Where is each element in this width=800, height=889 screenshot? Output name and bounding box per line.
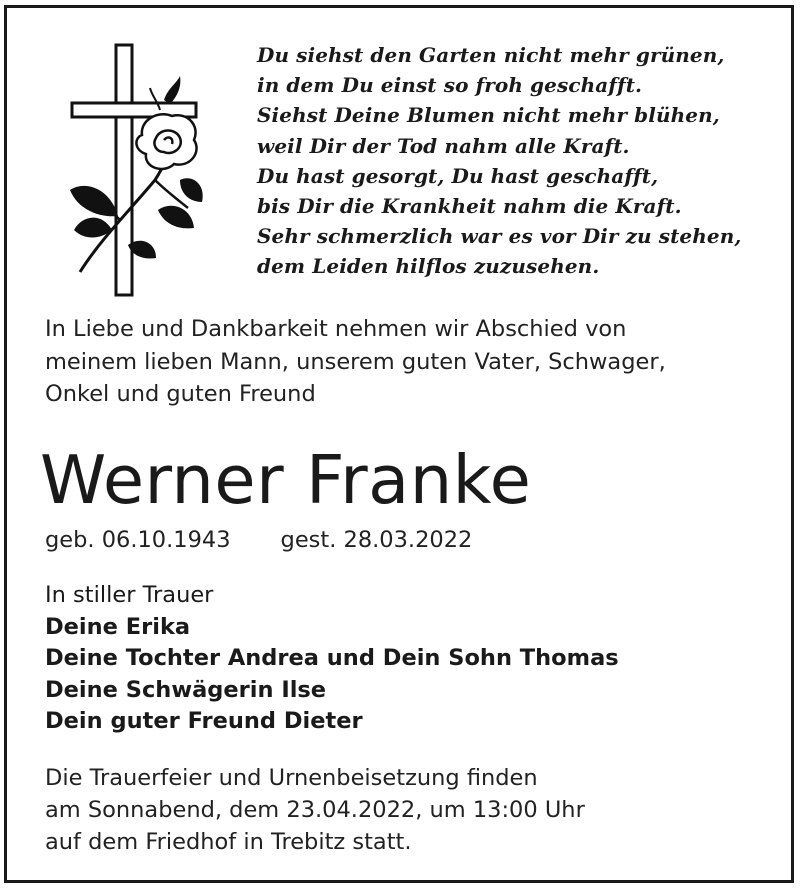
ceremony-info — [45, 762, 775, 858]
farewell-intro-line: In Liebe und Dankbarkeit nehmen wir Abschied von — [45, 316, 627, 342]
farewell-intro — [45, 313, 775, 411]
poem-line: bis Dir die Krankheit nahm die Kraft. — [257, 194, 682, 219]
mourner-name: Dein guter Freund Dieter — [45, 708, 363, 734]
mourner-name: Deine Erika — [45, 613, 191, 640]
poem-line: Sehr schmerzlich war es vor Dir zu stehen, — [257, 224, 742, 249]
life-dates — [45, 525, 472, 555]
mourners-list — [45, 580, 775, 738]
poem-line: Du siehst den Garten nicht mehr grünen, — [257, 43, 725, 67]
mourner-name: Deine Schwägerin Ilse — [45, 676, 327, 703]
deceased-name: Werner Franke — [40, 441, 532, 519]
birth-date: geb. 06.10.1943 — [45, 527, 231, 553]
ceremony-line: auf dem Friedhof in Trebitz statt. — [45, 829, 412, 855]
farewell-intro-line: Onkel und guten Freund — [45, 381, 316, 407]
poem-line: Du hast gesorgt, Du hast geschafft, — [257, 163, 659, 188]
mourners-intro: In stiller Trauer — [45, 582, 214, 608]
poem-line: weil Dir der Tod nahm alle Kraft. — [257, 133, 630, 158]
poem-line: dem Leiden hilflos zuzusehen. — [257, 254, 600, 279]
mourner-name: Deine Tochter Andrea und Dein Sohn Thomas — [45, 645, 619, 671]
cross-with-rose-icon — [60, 40, 210, 300]
farewell-intro-line: meinem lieben Mann, unserem guten Vater, Schwager, — [45, 348, 666, 375]
poem-line: in dem Du einst so froh geschafft. — [257, 73, 643, 98]
ceremony-line: am Sonnabend, dem 23.04.2022, um 13:00 Uhr — [45, 797, 585, 823]
death-date: gest. 28.03.2022 — [280, 527, 473, 553]
poem-line: Siehst Deine Blumen nicht mehr blühen, — [257, 103, 720, 128]
ceremony-line: Die Trauerfeier und Urnenbeisetzung finden — [45, 765, 538, 791]
poem — [257, 40, 777, 282]
